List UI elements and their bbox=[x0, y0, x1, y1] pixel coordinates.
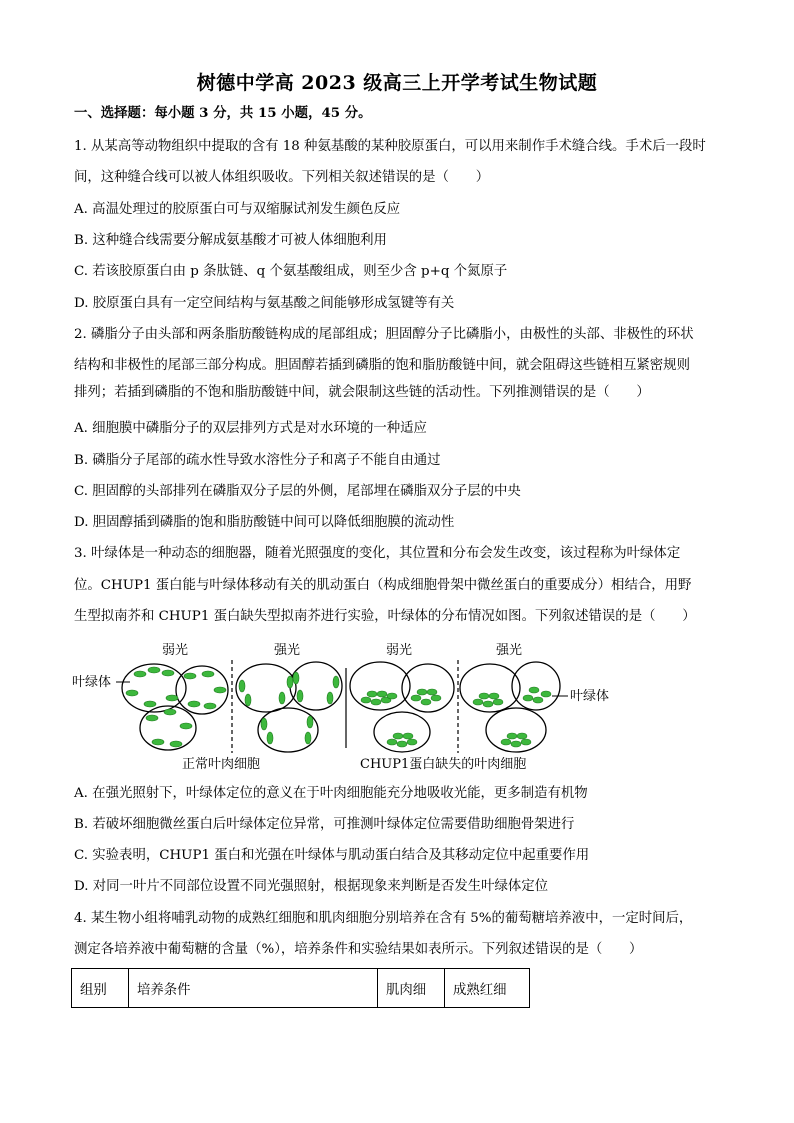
q1-option-a: A. 高温处理过的胶原蛋白可与双缩脲试剂发生颜色反应 bbox=[74, 202, 401, 217]
q2-option-d: D. 胆固醇插到磷脂的饱和脂肪酸链中间可以降低细胞膜的流动性 bbox=[74, 515, 455, 530]
q3-option-c: C. 实验表明，CHUP1 蛋白和光强在叶绿体与肌动蛋白结合及其移动定位中起重要作用 bbox=[74, 848, 590, 863]
q2-stem-line1: 2. 磷脂分子由头部和两条脂肪酸链构成的尾部组成；胆固醇分子比磷脂小，由极性的头部、非极性的环状 bbox=[74, 327, 694, 342]
q2-option-b: B. 磷脂分子尾部的疏水性导致水溶性分子和离子不能自由通过 bbox=[74, 453, 441, 468]
q4-stem-line2: 测定各培养液中葡萄糖的含量（%），培养条件和实验结果如表所示。下列叙述错误的是（ ） bbox=[74, 942, 643, 957]
q1-stem-line1: 1. 从某高等动物组织中提取的含有 18 种氨基酸的某种胶原蛋白，可以用来制作手术缝合线。手术后一段时 bbox=[74, 139, 706, 154]
table-header-cell: 成熟红细 bbox=[445, 969, 530, 1008]
q3-stem-line1: 3. 叶绿体是一种动态的细胞器，随着光照强度的变化，其位置和分布会发生改变，该过程称为叶绿体定 bbox=[74, 546, 681, 561]
q4-results-table bbox=[71, 968, 530, 1008]
q1-option-d: D. 胶原蛋白具有一定空间结构与氨基酸之间能够形成氢键等有关 bbox=[74, 296, 455, 311]
q3-stem-line2: 位。CHUP1 蛋白能与叶绿体移动有关的肌动蛋白（构成细胞骨架中微丝蛋白的重要成分）相结合，用野 bbox=[74, 578, 692, 593]
label-chloroplast-left: 叶绿体 bbox=[72, 675, 112, 690]
label-strong-light-left: 强光 bbox=[274, 643, 301, 658]
q1-option-b: B. 这种缝合线需要分解成氨基酸才可被人体细胞利用 bbox=[74, 233, 387, 248]
section-heading: 一、选择题：每小题 3 分，共 15 小题，45 分。 bbox=[74, 105, 372, 121]
q3-option-d: D. 对同一叶片不同部位设置不同光强照射，根据现象来判断是否发生叶绿体定位 bbox=[74, 879, 549, 894]
chloroplast-figure bbox=[72, 638, 700, 778]
table-header-row bbox=[72, 969, 530, 1008]
q2-option-a: A. 细胞膜中磷脂分子的双层排列方式是对水环境的一种适应 bbox=[74, 421, 427, 436]
q3-stem-line3: 生型拟南芥和 CHUP1 蛋白缺失型拟南芥进行实验，叶绿体的分布情况如图。下列叙述错误的是（ ） bbox=[74, 609, 696, 624]
q3-option-a: A. 在强光照射下，叶绿体定位的意义在于叶肉细胞能充分地吸收光能，更多制造有机物 bbox=[74, 786, 588, 801]
label-weak-light-right: 弱光 bbox=[386, 643, 413, 658]
label-strong-light-right: 强光 bbox=[496, 643, 523, 658]
cell-group-normal-strong bbox=[236, 662, 342, 752]
table-header-cell: 肌肉细 bbox=[378, 969, 445, 1008]
label-weak-light-left: 弱光 bbox=[162, 643, 189, 658]
label-chloroplast-right: 叶绿体 bbox=[570, 689, 610, 704]
q2-option-c: C. 胆固醇的头部排列在磷脂双分子层的外侧，尾部埋在磷脂双分子层的中央 bbox=[74, 484, 521, 499]
q4-stem-line1: 4. 某生物小组将哺乳动物的成熟红细胞和肌肉细胞分别培养在含有 5%的葡萄糖培养液中，一定时间后， bbox=[74, 911, 693, 926]
page-title: 树德中学高 2023 级高三上开学考试生物试题 bbox=[196, 72, 598, 94]
cell-group-normal-weak bbox=[122, 664, 228, 750]
q2-stem-line3: 排列；若插到磷脂的不饱和脂肪酸链中间，就会限制这些链的活动性。下列推测错误的是（ ） bbox=[74, 385, 650, 400]
cell-group-mutant-strong bbox=[460, 662, 560, 752]
caption-chup1-cell: CHUP1蛋白缺失的叶肉细胞 bbox=[360, 757, 527, 772]
q1-option-c: C. 若该胶原蛋白由 p 条肽链、q 个氨基酸组成，则至少含 p+q 个氮原子 bbox=[74, 264, 508, 279]
table-header-cell: 培养条件 bbox=[129, 969, 378, 1008]
q2-stem-line2: 结构和非极性的尾部三部分构成。胆固醇若插到磷脂的饱和脂肪酸链中间，就会阻碍这些链相互紧密规则 bbox=[74, 358, 690, 373]
q3-option-b: B. 若破坏细胞微丝蛋白后叶绿体定位异常，可推测叶绿体定位需要借助细胞骨架进行 bbox=[74, 817, 575, 832]
q1-stem-line2: 间，这种缝合线可以被人体组织吸收。下列相关叙述错误的是（ ） bbox=[74, 170, 490, 185]
table-header-cell: 组别 bbox=[72, 969, 129, 1008]
cell-group-mutant-weak bbox=[350, 662, 454, 752]
caption-normal-cell: 正常叶肉细胞 bbox=[182, 757, 261, 772]
